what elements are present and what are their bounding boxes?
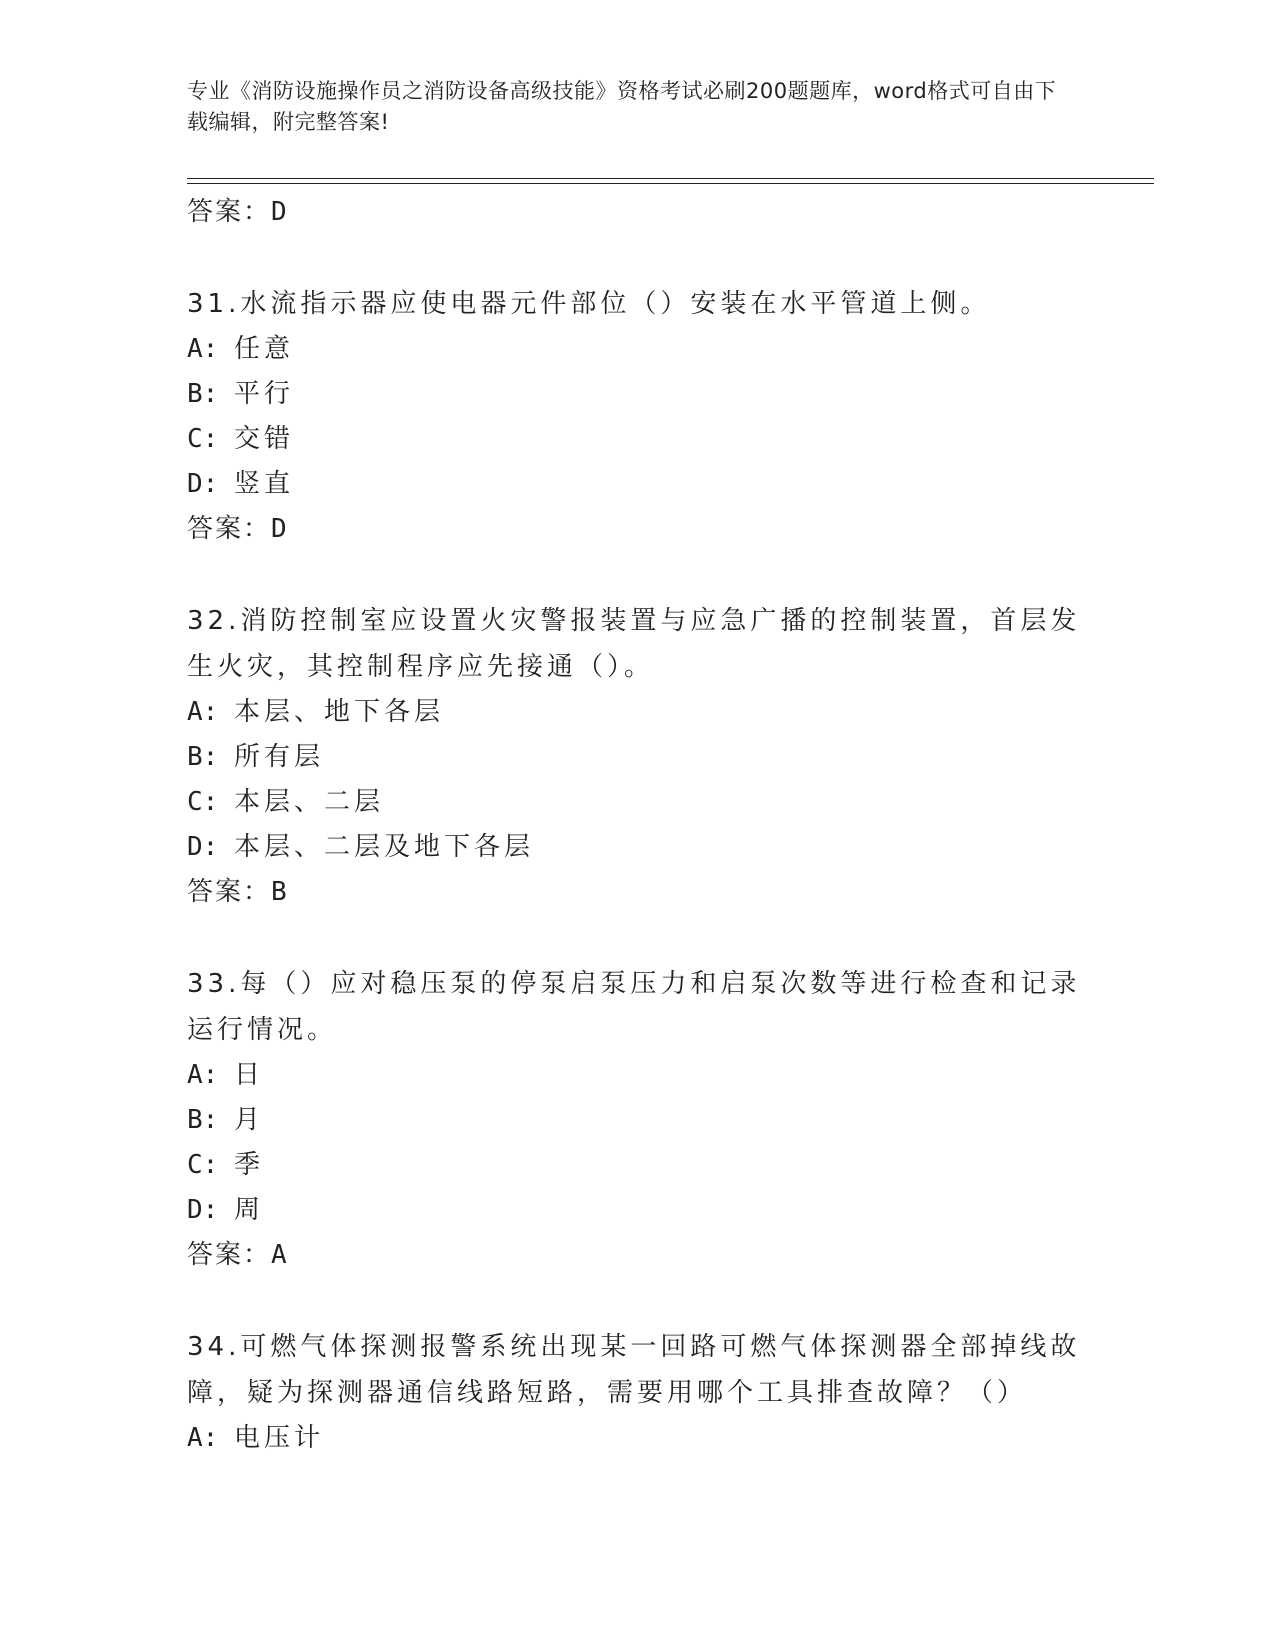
- option-c: [187, 780, 1087, 825]
- option-d: [187, 825, 1087, 870]
- option-text: 本层、二层: [233, 787, 384, 817]
- option-key: C:: [187, 787, 234, 817]
- option-text: 任意: [233, 334, 294, 364]
- answer-value: A: [271, 1240, 289, 1270]
- option-key: A:: [187, 334, 234, 364]
- option-key: B:: [187, 379, 234, 409]
- option-text: 竖直: [233, 469, 294, 499]
- document-header: 专业《消防设施操作员之消防设备高级技能》资格考试必刷200题题库，word格式可自由下载编辑，附完整答案!: [187, 79, 1057, 134]
- option-a: [187, 1416, 1087, 1461]
- option-text: 交错: [233, 424, 294, 454]
- option-a: [187, 1053, 1087, 1098]
- option-text: 电压计: [233, 1423, 324, 1453]
- question-block: [187, 281, 1087, 552]
- option-key: A:: [187, 1423, 234, 1453]
- question-stem: 33.每（）应对稳压泵的停泵启泵压力和启泵次数等进行检查和记录运行情况。: [187, 969, 1081, 1045]
- option-text: 所有层: [233, 742, 324, 772]
- option-text: 季: [233, 1150, 264, 1180]
- question-stem: 31.水流指示器应使电器元件部位（）安装在水平管道上侧。: [187, 289, 991, 319]
- option-key: D:: [187, 469, 234, 499]
- answer-label: 答案：: [187, 1240, 272, 1270]
- answer-label: 答案：: [187, 877, 272, 907]
- option-c: [187, 417, 1087, 462]
- answer-line: [187, 1233, 1087, 1278]
- option-key: D:: [187, 832, 234, 862]
- option-key: A:: [187, 1060, 234, 1090]
- answer-value: B: [271, 877, 289, 907]
- option-text: 日: [233, 1060, 264, 1090]
- question-stem: 34.可燃气体探测报警系统出现某一回路可燃气体探测器全部掉线故障，疑为探测器通信线路短路，需要用哪个工具排查故障？（）: [187, 1332, 1081, 1408]
- option-key: D:: [187, 1195, 234, 1225]
- option-key: B:: [187, 742, 234, 772]
- answer-line: [187, 870, 1087, 915]
- option-d: [187, 462, 1087, 507]
- question-list: [187, 190, 1087, 1461]
- option-key: A:: [187, 697, 234, 727]
- answer-label: 答案：: [187, 197, 272, 227]
- option-b: [187, 1098, 1087, 1143]
- question-block: [187, 1324, 1087, 1461]
- option-b: [187, 372, 1087, 417]
- header-divider-thin: [187, 183, 1154, 184]
- option-key: C:: [187, 424, 234, 454]
- question-stem: 32.消防控制室应设置火灾警报装置与应急广播的控制装置，首层发生火灾，其控制程序应先接通（）。: [187, 606, 1081, 682]
- option-text: 本层、地下各层: [233, 697, 444, 727]
- option-text: 本层、二层及地下各层: [233, 832, 534, 862]
- option-a: [187, 327, 1087, 372]
- header-divider-thick: [187, 178, 1154, 179]
- option-d: [187, 1188, 1087, 1233]
- option-key: C:: [187, 1150, 234, 1180]
- option-c: [187, 1143, 1087, 1188]
- option-key: B:: [187, 1105, 234, 1135]
- option-text: 月: [233, 1105, 264, 1135]
- answer-label: 答案：: [187, 514, 272, 544]
- question-block: [187, 961, 1087, 1278]
- option-b: [187, 735, 1087, 780]
- answer-line: [187, 190, 1087, 235]
- answer-value: D: [271, 197, 289, 227]
- option-a: [187, 690, 1087, 735]
- option-text: 平行: [233, 379, 294, 409]
- answer-value: D: [271, 514, 289, 544]
- question-block: [187, 598, 1087, 915]
- answer-line: [187, 507, 1087, 552]
- option-text: 周: [233, 1195, 264, 1225]
